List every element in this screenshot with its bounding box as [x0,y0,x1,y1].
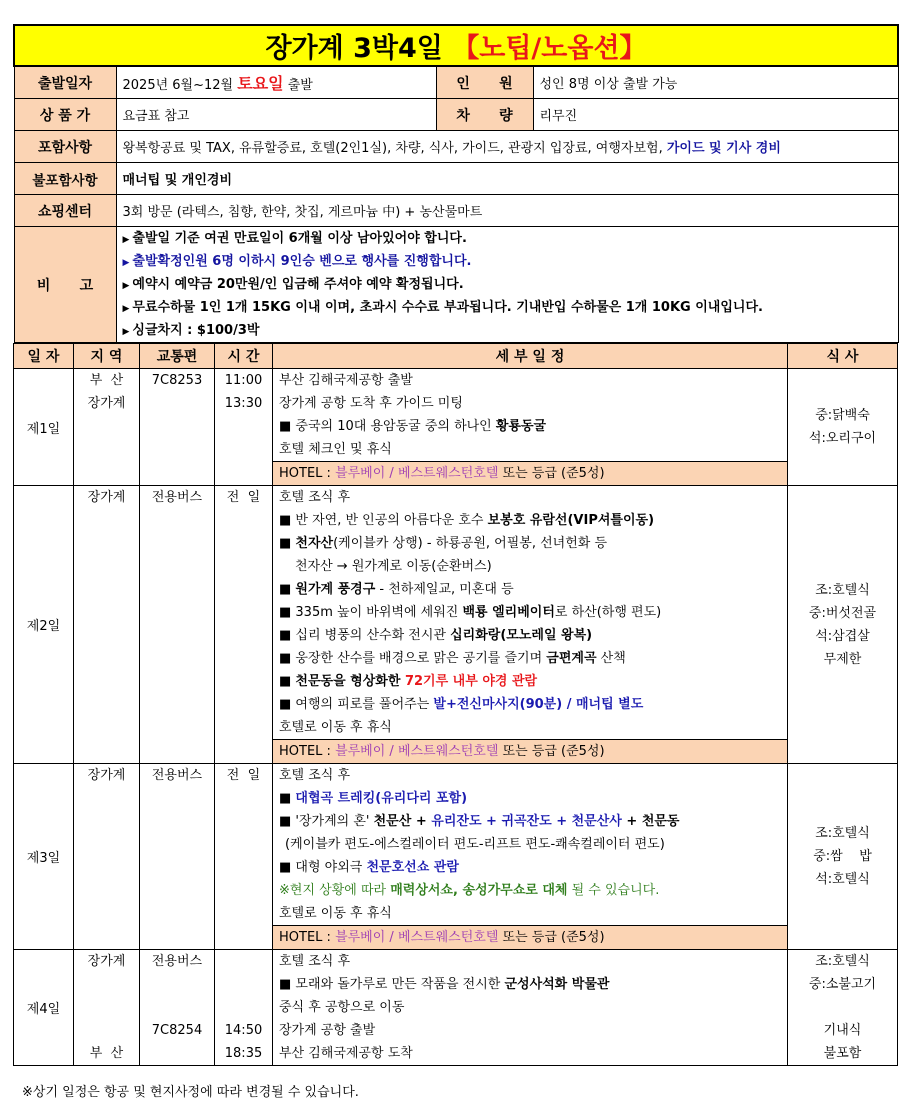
col-detail: 세 부 일 정 [273,344,788,369]
meal: 석:호텔식 [815,872,870,887]
region-cell [74,950,140,1066]
time: 11:00 [224,373,263,388]
price-label: 상 품 가 [14,99,116,131]
detail-line: ■ 웅장한 산수를 배경으로 맑은 공기를 즐기며 금편계곡 산책 [279,651,626,666]
time: 전 일 [226,768,261,783]
note-item: ▶ 예약시 예약금 20만원/인 입금해 주셔야 예약 확정됩니다. [122,277,464,292]
exclude-value: 매너팁 및 개인경비 [116,163,898,195]
meal: 조:호텔식 [815,582,870,598]
depart-day: 토요일 [237,74,284,93]
day-row [14,369,898,486]
meal: 중:소불고기 [808,977,877,992]
region: 장가계 [87,396,126,411]
meal: 조:호텔식 [815,954,870,969]
region-cell [74,486,140,764]
detail-line: ■ 천문동을 형상화한 72기루 내부 야경 관람 [279,674,538,689]
detail-line: ■ 대협곡 트레킹(유리다리 포함) [279,791,468,806]
people-label: 인 원 [436,66,533,99]
time-cell [215,764,273,950]
detail-cell [273,764,788,950]
time: 전 일 [226,490,261,505]
day-label: 제3일 [14,764,74,950]
day-row [14,764,898,950]
detail-line: 호텔 조식 후 [279,490,351,505]
transport: 전용버스 [151,768,203,783]
detail-line: ■ 모래와 돌가루로 만든 작품을 전시한 군성사석화 박물관 [279,977,610,992]
note-label: 비 고 [14,227,116,343]
detail-line: ■ 335m 높이 바위벽에 세워진 백룡 엘리베이터로 하산(하행 편도) [279,605,662,620]
car-value: 리무진 [533,99,898,131]
itinerary-sheet [13,24,897,1066]
time: 14:50 [224,1023,263,1038]
meal-cell [788,764,898,950]
time-cell [215,950,273,1066]
meal: 중:닭백숙 [815,408,870,423]
col-time: 시 간 [215,344,273,369]
depart-label: 출발일자 [14,66,116,99]
meal-cell [788,950,898,1066]
hotel-line: HOTEL : 블루베이 / 베스트웨스턴호텔 또는 등급 (준5성) [273,739,787,763]
col-transport: 교통편 [140,344,215,369]
detail-line: 호텔로 이동 후 휴식 [279,720,392,735]
meal: 석:오리구이 [808,431,877,446]
include-label: 포함사항 [14,131,116,163]
detail-line: 부산 김해국제공항 출발 [279,373,413,388]
col-day: 일 자 [14,344,74,369]
price-value: 요금표 참고 [116,99,436,131]
notes-cell [116,227,898,343]
note-item: ▶ 싱글차지 : $100/3박 [122,323,260,338]
detail-line: 호텔 조식 후 [279,954,351,969]
meal-cell [788,369,898,486]
region: 장가계 [87,490,126,505]
transport: 전용버스 [151,490,203,505]
detail-line: ※현지 상황에 따라 매력상서쇼, 송성가무쇼로 대체 될 수 있습니다. [279,883,660,898]
day-row [14,486,898,764]
note-item: ▶ 출발일 기준 여권 만료일이 6개월 이상 남아있어야 합니다. [122,231,467,246]
meal: 중:버섯전골 [808,605,877,621]
exclude-label: 불포함사항 [14,163,116,195]
detail-line: ■ 원가계 풍경구 - 천하제일교, 미혼대 등 [279,582,514,597]
flight-number: 7C8254 [151,1023,203,1038]
time-cell [215,369,273,486]
meal: 중:쌈 밥 [813,849,872,864]
time-cell [215,486,273,764]
car-label: 차 량 [436,99,533,131]
detail-cell [273,369,788,486]
day-label: 제1일 [14,369,74,486]
shop-value: 3회 방문 (라텍스, 침향, 한약, 찻집, 게르마늄 中) + 농산물마트 [116,195,898,227]
page-title [14,25,898,66]
col-meal: 식 사 [788,344,898,369]
shop-label: 쇼핑센터 [14,195,116,227]
transport: 전용버스 [151,954,203,969]
day-label: 제4일 [14,950,74,1066]
info-table [13,24,899,343]
title-main: 장가계 3박4일 [265,33,453,64]
detail-line: 중식 후 공항으로 이동 [279,1000,405,1015]
detail-line: 호텔로 이동 후 휴식 [279,906,392,921]
depart-value [116,66,436,99]
transport-cell [140,950,215,1066]
detail-line: ■ 중국의 10대 용암동굴 중의 하나인 황룡동굴 [279,419,547,434]
hotel-line: HOTEL : 블루베이 / 베스트웨스턴호텔 또는 등급 (준5성) [273,925,787,949]
detail-line: ■ '장가계의 혼' 천문산 + 유리잔도 + 귀곡잔도 + 천문산사 + 천문동 [279,814,680,829]
region: 장가계 [87,768,126,783]
hotel-line: HOTEL : 블루베이 / 베스트웨스턴호텔 또는 등급 (준5성) [273,461,787,485]
detail-line: ■ 천자산(케이블카 상행) - 하룡공원, 어필봉, 선녀헌화 등 [279,536,608,551]
time: 13:30 [224,396,263,411]
detail-line: 장가계 공항 출발 [279,1023,376,1038]
transport-cell [140,369,215,486]
detail-line: 호텔 체크인 및 휴식 [279,442,392,457]
flight-number: 7C8253 [151,373,203,388]
transport-cell [140,764,215,950]
meal: 무제한 [823,651,862,667]
region: 부 산 [89,373,124,388]
detail-line: 천자산 → 원가계로 이동(순환버스) [295,559,492,574]
transport-cell [140,486,215,764]
schedule-table [13,343,898,1066]
detail-line: 부산 김해국제공항 도착 [279,1046,413,1061]
meal: 석:삼겹살 [815,628,870,644]
day-row [14,950,898,1066]
people-value: 성인 8명 이상 출발 가능 [533,66,898,99]
depart-post: 출발 [283,78,313,93]
include-guide: 가이드 및 기사 경비 [666,141,781,156]
region: 부 산 [89,1046,124,1061]
region: 장가계 [87,954,126,969]
detail-cell [273,486,788,764]
detail-line: 장가계 공항 도착 후 가이드 미팅 [279,396,463,411]
detail-line: (케이블카 편도-에스컬레이터 편도-리프트 편도-쾌속컬레이터 편도) [285,837,665,852]
include-text: 왕복항공료 및 TAX, 유류할증료, 호텔(2인1실), 차량, 식사, 가이드, 관광지 입장료, 여행자보험, [122,141,667,156]
meal: 조:호텔식 [815,826,870,841]
col-region: 지 역 [74,344,140,369]
meal: 불포함 [823,1046,862,1061]
depart-range: 2025년 6월~12월 [122,78,238,93]
detail-line: 호텔 조식 후 [279,768,351,783]
region-cell [74,369,140,486]
detail-line: ■ 대형 야외극 천문호선쇼 관람 [279,860,459,875]
meal-cell [788,486,898,764]
note-item: ▶ 출발확정인원 6명 이하시 9인승 벤으로 행사를 진행합니다. [122,254,472,269]
region-cell [74,764,140,950]
include-value [116,131,898,163]
day-label: 제2일 [14,486,74,764]
time: 18:35 [224,1046,263,1061]
detail-cell [273,950,788,1066]
detail-line: ■ 여행의 피로를 풀어주는 발+전신마사지(90분) / 매너팁 별도 [279,697,644,712]
detail-line: ■ 십리 병풍의 산수화 전시관 십리화랑(모노레일 왕복) [279,628,593,643]
title-sub: 【노팁/노옵션】 [452,33,647,64]
detail-line: ■ 반 자연, 반 인공의 아름다운 호수 보봉호 유람선(VIP셔틀이동) [279,513,655,528]
note-item: ▶ 무료수하물 1인 1개 15KG 이내 이며, 초과시 수수료 부과됩니다. 기내반입 수하물은 1개 10KG 이내입니다. [122,300,763,315]
meal: 기내식 [823,1023,862,1038]
footnote: ※상기 일정은 항공 및 현지사정에 따라 변경될 수 있습니다. [22,1085,359,1100]
